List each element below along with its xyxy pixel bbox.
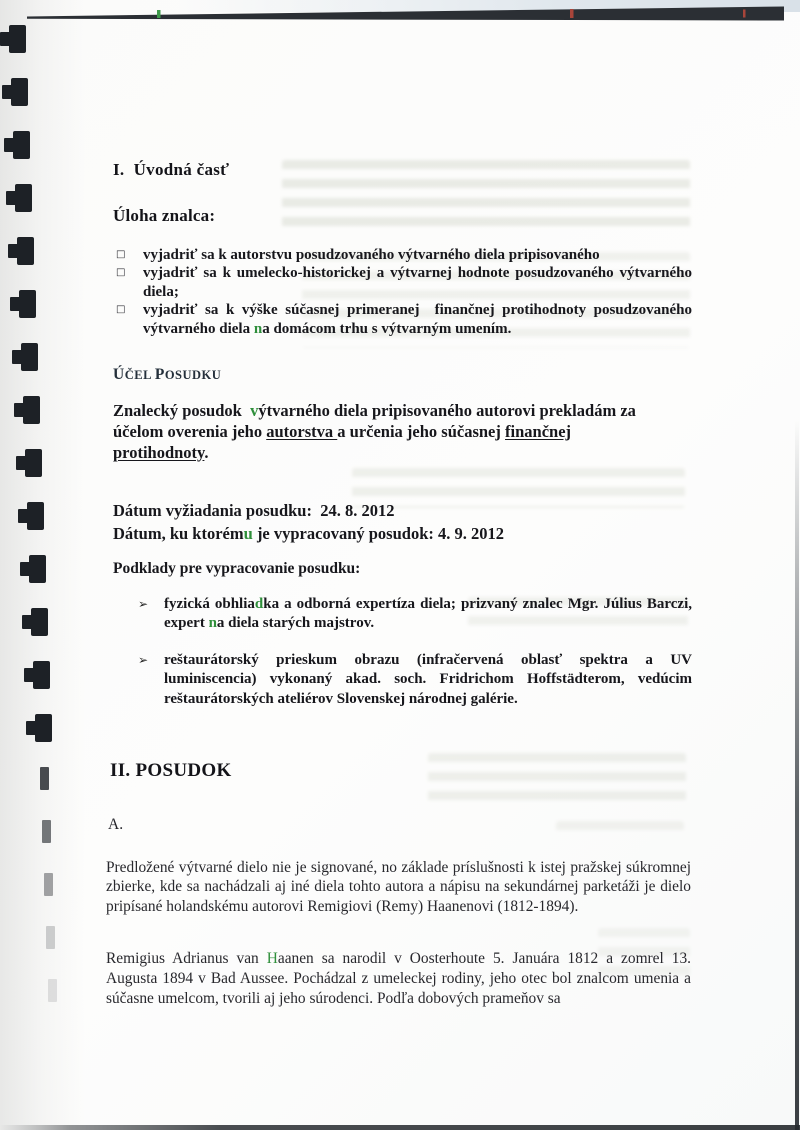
square-bullet-icon: □: [116, 304, 126, 316]
sources-list: [138, 595, 696, 726]
purpose-line: účelom overenia jeho autorstva a určenia jeho súčasnej finančnej: [113, 421, 572, 441]
task-item-text: vyjadriť sa k autorstvu posudzovaného výtvarného diela pripisovaného: [143, 247, 600, 263]
square-bullet-icon: □: [116, 267, 126, 279]
subsection-a-label: A.: [108, 816, 124, 833]
section-1-heading: I. Úvodná časť: [113, 160, 230, 179]
source-item-text: reštaurátorský prieskum obrazu (infračervená oblasť spektra a UV luminiscencia) vykonaný akad. soch. Fridrichom Hoffstädterom, vedúcim reštaurátorských ateliérov Slovenskej národnej galérie.: [164, 651, 696, 707]
task-item-text: vyjadriť sa k výške súčasnej primeranej finančnej protihodnoty posudzovaného výtvarného diela na domácom trhu s výtvarným umením.: [143, 302, 696, 337]
task-item-text: vyjadriť sa k umelecko-historickej a výtvarnej hodnote posudzovaného výtvarného diela;: [143, 265, 696, 300]
source-item-text: fyzická obhliadka a odborná expertíza diela; prizvaný znalec Mgr. Július Barczi, expert na diela starých majstrov.: [164, 596, 696, 632]
sources-heading: Podklady pre vypracovanie posudku:: [113, 560, 361, 577]
arrow-bullet-icon: ➢: [138, 652, 149, 667]
section-2-heading: II. POSUDOK: [110, 760, 232, 781]
source-item: [138, 651, 696, 709]
purpose-line: Znalecký posudok výtvarného diela pripisovaného autorovi prekladám za: [113, 401, 636, 420]
date-prepared: Dátum, ku ktorému je vypracovaný posudok: 4. 9. 2012: [113, 524, 505, 543]
purpose-paragraph: [113, 401, 636, 463]
body-paragraph: Predložené výtvarné dielo nie je signované, no základe príslušnosti k istej pražskej súkromnej zbierke, kde sa nachádzali aj iné diela tohto autora a nápisu na sekundárnej parketáži je dielo pripísané holandskému autorovi Remigiovi (Remy) Haanenovi (1812-1894).: [106, 859, 695, 915]
dates-block: [113, 499, 504, 545]
task-heading: Úloha znalca:: [113, 206, 216, 225]
date-requested: Dátum vyžiadania posudku: 24. 8. 2012: [113, 501, 395, 520]
purpose-line: protihodnoty.: [113, 442, 209, 462]
task-list: [116, 246, 696, 338]
source-item: [138, 595, 696, 634]
arrow-bullet-icon: ➢: [138, 597, 149, 611]
square-bullet-icon: □: [116, 249, 126, 260]
task-item: [116, 264, 696, 301]
task-item: [116, 301, 696, 338]
body-paragraph: Remigius Adrianus van Haanen sa narodil v Oosterhoute 5. Januára 1812 a zomrel 13. Augusta 1894 v Bad Aussee. Pochádzal z umeleckej rodiny, jeho otec bol znalcom umenia a súčasne umelcom, tvorili aj jeho súrodenci. Podľa dobových prameňov sa: [106, 950, 695, 1007]
task-item: [116, 246, 692, 264]
purpose-heading: ÚČEL POSUDKU: [113, 366, 222, 383]
